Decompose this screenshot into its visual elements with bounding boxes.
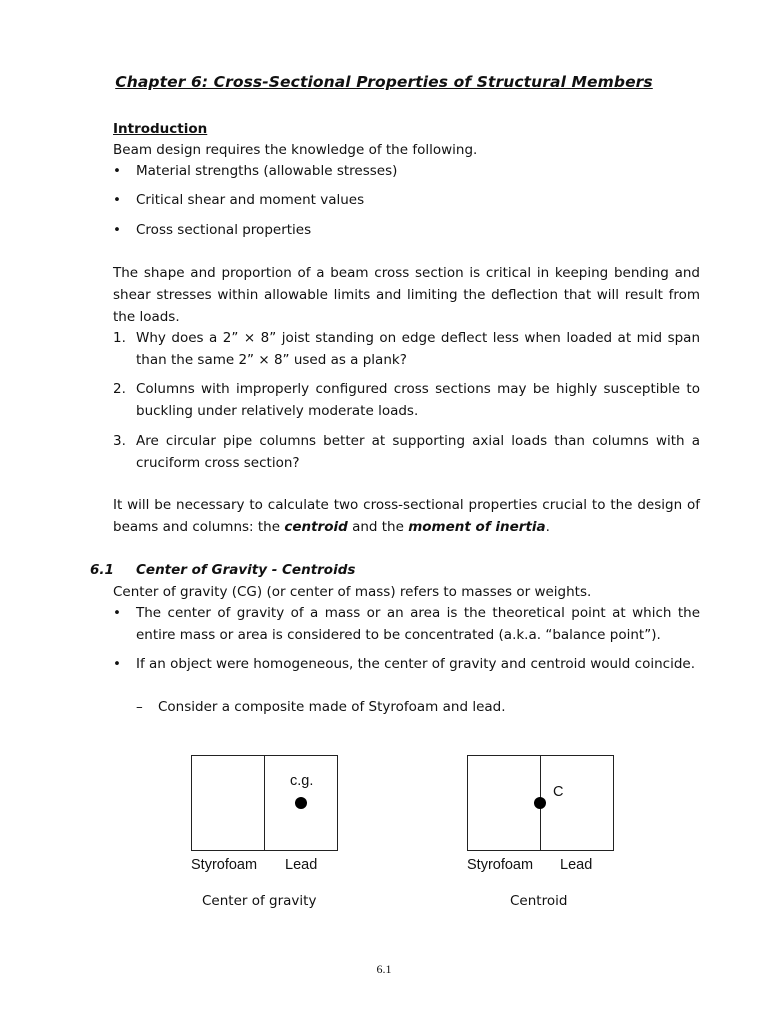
dash-glyph: – bbox=[136, 699, 143, 715]
bullet-glyph: • bbox=[113, 163, 121, 179]
figure-caption: Centroid bbox=[510, 893, 568, 909]
lead-label: Lead bbox=[560, 857, 593, 873]
intro-bullet-2: Critical shear and moment values bbox=[136, 192, 365, 208]
section-bullet-2: If an object were homogeneous, the center of gravity and centroid would coincide. bbox=[136, 656, 695, 672]
numbered-marker: 2. bbox=[113, 381, 126, 397]
bullet-glyph: • bbox=[113, 605, 121, 621]
intro-bullet-3: Cross sectional properties bbox=[136, 222, 312, 238]
list-item bbox=[113, 219, 121, 241]
dash-item: Consider a composite made of Styrofoam and lead. bbox=[158, 699, 506, 715]
numbered-item-3: Are circular pipe columns better at supporting axial loads than columns with a cruciform cross section? bbox=[136, 433, 700, 471]
bullet-glyph: • bbox=[113, 192, 121, 208]
bullet-glyph: • bbox=[113, 222, 121, 238]
section-number: 6.1 bbox=[90, 562, 114, 578]
styrofoam-label: Styrofoam bbox=[467, 857, 534, 873]
cg-point bbox=[295, 797, 307, 809]
list-item bbox=[113, 189, 121, 211]
numbered-marker: 3. bbox=[113, 433, 126, 449]
centroid-point bbox=[534, 797, 546, 809]
list-item bbox=[113, 602, 121, 624]
intro-lead: Beam design requires the knowledge of the following. bbox=[113, 142, 478, 158]
term-centroid: centroid bbox=[284, 519, 348, 535]
closing-prefix: It will be necessary to calculate two cross-sectional properties crucial to the design of beams and columns: the bbox=[113, 497, 700, 535]
chapter-title: Chapter 6: Cross-Sectional Properties of Structural Members bbox=[115, 73, 653, 91]
closing-mid: and the bbox=[347, 519, 409, 535]
closing-end: . bbox=[545, 519, 550, 535]
styrofoam-label: Styrofoam bbox=[191, 857, 258, 873]
list-item bbox=[113, 160, 121, 182]
term-moment-of-inertia: moment of inertia bbox=[408, 519, 546, 535]
page-number: 6.1 bbox=[376, 962, 392, 976]
intro-heading: Introduction bbox=[113, 121, 208, 137]
numbered-item-1: Why does a 2” × 8” joist standing on edge deflect less when loaded at mid span than the same 2” × 8” used as a plank? bbox=[136, 330, 700, 368]
section-heading: Center of Gravity - Centroids bbox=[136, 562, 356, 578]
section-bullet-1: The center of gravity of a mass or an area is the theoretical point at which the entire mass or area is considered to be concentrated (a.k.a. “balance point”). bbox=[136, 605, 700, 643]
material-divider bbox=[264, 755, 265, 851]
closing-paragraph bbox=[113, 494, 700, 538]
lead-label: Lead bbox=[285, 857, 318, 873]
bullet-glyph: • bbox=[113, 656, 121, 672]
centroid-label: C bbox=[553, 784, 564, 800]
numbered-item-2: Columns with improperly configured cross sections may be highly susceptible to buckling under relatively moderate loads. bbox=[136, 381, 700, 419]
numbered-marker: 1. bbox=[113, 330, 126, 346]
intro-paragraph: The shape and proportion of a beam cross section is critical in keeping bending and shear stresses within allowable limits and limiting the deflection that will result from the loads. bbox=[113, 265, 700, 325]
figure-caption: Center of gravity bbox=[202, 893, 317, 909]
intro-bullet-1: Material strengths (allowable stresses) bbox=[136, 163, 398, 179]
section-lead: Center of gravity (CG) (or center of mass) refers to masses or weights. bbox=[113, 584, 592, 600]
list-item bbox=[113, 653, 121, 675]
cg-label: c.g. bbox=[290, 773, 314, 789]
